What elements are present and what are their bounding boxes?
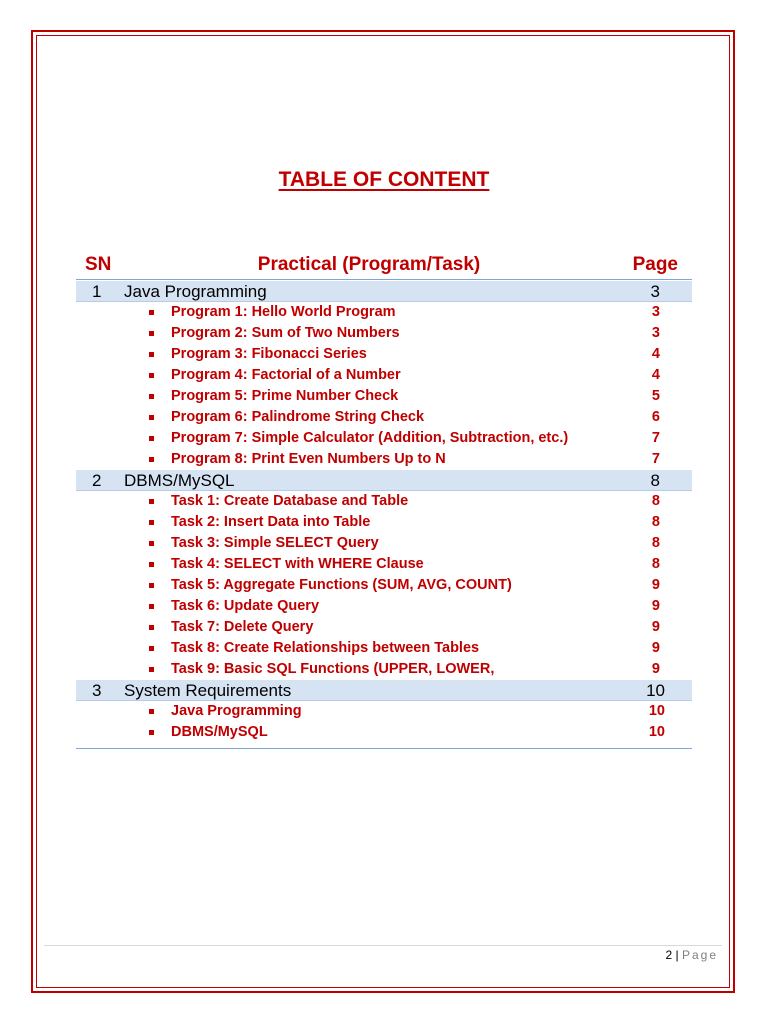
bullet-icon [149,583,154,588]
item-page: 10 [648,724,665,740]
item-page: 9 [651,640,660,656]
toc-item [76,722,692,743]
toc-item [76,428,692,449]
table-header [76,254,692,280]
bullet-icon [149,415,154,420]
toc-item [76,596,692,617]
item-label: Program 5: Prime Number Check [171,388,399,404]
bullet-icon [149,394,154,399]
toc-item [76,344,692,365]
toc-item [76,701,692,722]
item-label: Program 7: Simple Calculator (Addition, Subtraction, etc.) [171,430,569,446]
item-page: 8 [651,556,660,572]
toc-item [76,617,692,638]
toc-item [76,323,692,344]
item-page: 7 [651,451,660,467]
item-label: Task 4: SELECT with WHERE Clause [171,556,424,572]
item-page: 7 [651,430,660,446]
item-page: 8 [651,514,660,530]
toc-item [76,449,692,470]
item-page: 8 [651,493,660,509]
section-row [76,281,692,302]
item-label: Java Programming [171,703,302,719]
item-page: 9 [651,619,660,635]
section-row [76,680,692,701]
toc-item [76,575,692,596]
item-page: 9 [651,661,660,677]
item-page: 4 [651,367,660,383]
toc-item [76,407,692,428]
bullet-icon [149,541,154,546]
section-page: 3 [650,282,660,301]
bullet-icon [149,373,154,378]
section-page: 10 [646,681,665,700]
header-sn: SN [85,254,112,275]
toc-rows [76,281,692,743]
bullet-icon [149,562,154,567]
item-page: 10 [648,703,665,719]
item-label: Program 4: Factorial of a Number [171,367,401,383]
section-number: 1 [92,282,102,301]
section-label: DBMS/MySQL [124,471,235,490]
section-page: 8 [650,471,660,490]
section-number: 2 [92,471,102,490]
bullet-icon [149,667,154,672]
bullet-icon [149,352,154,357]
section-row [76,470,692,491]
bullet-icon [149,457,154,462]
bullet-icon [149,646,154,651]
section-number: 3 [92,681,102,700]
item-label: Task 2: Insert Data into Table [171,514,371,530]
footer-page-number: 2 [665,948,673,962]
bullet-icon [149,730,154,735]
item-page: 9 [651,577,660,593]
item-page: 4 [651,346,660,362]
item-label: Task 5: Aggregate Functions (SUM, AVG, COUNT) [171,577,512,593]
item-page: 3 [651,325,660,341]
bullet-icon [149,604,154,609]
item-page: 6 [651,409,660,425]
item-label: Task 9: Basic SQL Functions (UPPER, LOWER, [171,661,495,677]
item-label: Program 1: Hello World Program [171,304,396,320]
footer-divider [44,945,722,946]
bullet-icon [149,499,154,504]
footer-separator: | [675,948,679,962]
table-bottom-rule [76,748,692,749]
bullet-icon [149,436,154,441]
item-label: Task 7: Delete Query [171,619,314,635]
page-footer [665,948,718,962]
toc-item [76,512,692,533]
page-title: TABLE OF CONTENT [278,168,490,191]
section-label: System Requirements [124,681,292,700]
bullet-icon [149,331,154,336]
section-label: Java Programming [124,282,267,301]
header-practical: Practical (Program/Task) [257,254,481,275]
item-label: Program 3: Fibonacci Series [171,346,367,362]
item-page: 3 [651,304,660,320]
bullet-icon [149,520,154,525]
toc-item [76,302,692,323]
item-label: Program 8: Print Even Numbers Up to N [171,451,446,467]
footer-page-word: Page [681,948,718,962]
bullet-icon [149,625,154,630]
toc-item [76,491,692,512]
item-label: Task 6: Update Query [171,598,320,614]
bullet-icon [149,709,154,714]
item-page: 5 [651,388,660,404]
header-page: Page [632,254,678,275]
toc-item [76,533,692,554]
item-page: 8 [651,535,660,551]
toc-item [76,638,692,659]
item-label: Task 8: Create Relationships between Tables [171,640,480,656]
toc-item [76,659,692,680]
item-label: Program 6: Palindrome String Check [171,409,425,425]
toc-item [76,365,692,386]
toc-item [76,554,692,575]
item-label: Task 1: Create Database and Table [171,493,409,509]
bullet-icon [149,310,154,315]
item-label: DBMS/MySQL [171,724,268,740]
toc-item [76,386,692,407]
item-label: Program 2: Sum of Two Numbers [171,325,400,341]
item-label: Task 3: Simple SELECT Query [171,535,379,551]
item-page: 9 [651,598,660,614]
